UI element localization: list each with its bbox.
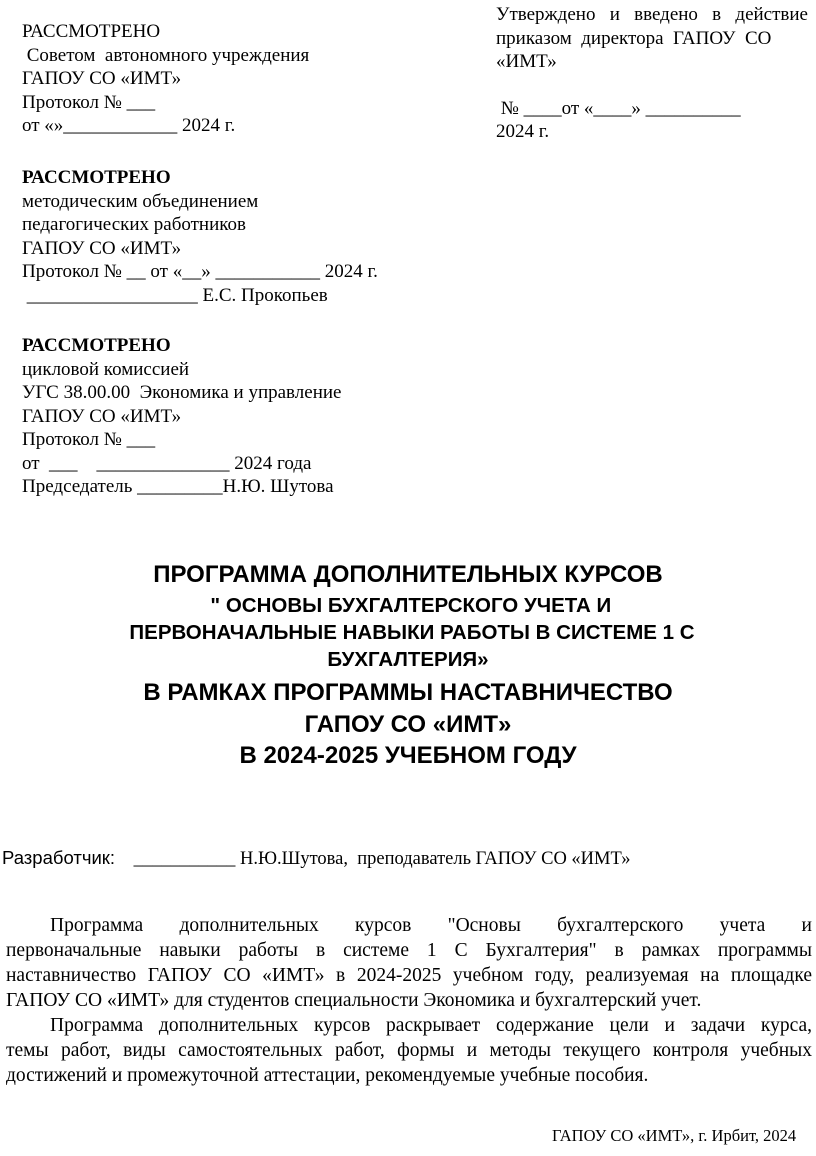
methodical-line: методическим объединением (22, 190, 259, 212)
approved-line: Утверждено и введено в действие (496, 4, 808, 25)
spacer (496, 74, 808, 97)
program-title-line-5: В РАМКАХ ПРОГРАММЫ НАСТАВНИЧЕСТВО (143, 679, 673, 706)
approved-line: «ИМТ» (496, 51, 557, 72)
paragraph-line: Программа дополнительных курсов "Основы бухгалтерского учета и (50, 915, 812, 936)
program-title-line-1: ПРОГРАММА ДОПОЛНИТЕЛЬНЫХ КУРСОВ (153, 561, 663, 588)
methodical-protocol: Протокол № __ от «__» ___________ 2024 г. (22, 261, 378, 282)
developer-label: Разработчик: (2, 847, 116, 868)
approval-council-block (22, 20, 309, 138)
cycle-protocol: Протокол № ___ (22, 429, 156, 450)
paragraph-line: наставничество ГАПОУ СО «ИМТ» в 2024-2025 учебном году, реализуемая на площадке (6, 965, 812, 986)
cycle-line: ГАПОУ СО «ИМТ» (22, 405, 182, 427)
council-line: ГАПОУ СО «ИМТ» (22, 68, 182, 89)
approval-cycle-block (22, 334, 341, 499)
council-protocol: Протокол № ___ (22, 91, 156, 113)
methodical-line: педагогических работников (22, 214, 247, 235)
methodical-heading: РАССМОТРЕНО (22, 167, 171, 188)
paragraph-line: первоначальные навыки работы в системе 1 С Бухгалтерия" в рамках программы (6, 940, 812, 961)
developer-row (2, 846, 631, 872)
cycle-chairman: Председатель _________Н.Ю. Шутова (22, 476, 334, 497)
developer-blank: ___________ (133, 849, 236, 869)
order-number: № ____от «____» __________ (496, 97, 741, 119)
developer-name: Н.Ю.Шутова, преподаватель ГАПОУ СО «ИМТ» (235, 849, 631, 869)
cycle-line: цикловой комиссией (22, 358, 190, 380)
approval-methodical-block (22, 166, 378, 307)
cycle-heading: РАССМОТРЕНО (22, 335, 171, 356)
cycle-line: УГС 38.00.00 Экономика и управление (22, 382, 342, 403)
methodical-signature: __________________ Е.С. Прокопьев (22, 284, 328, 306)
paragraph-line: достижений и промежуточной аттестации, рекомендуемые учебные пособия. (6, 1065, 649, 1086)
cycle-date: от ___ ______________ 2024 года (22, 452, 312, 474)
program-title-line-3: ПЕРВОНАЧАЛЬНЫЕ НАВЫКИ РАБОТЫ В СИСТЕМЕ 1 С (129, 621, 695, 644)
paragraph-line: Программа дополнительных курсов раскрывает содержание цели и задачи курса, (50, 1015, 812, 1036)
approval-director-block (496, 3, 808, 144)
council-line: Советом автономного учреждения (22, 44, 310, 66)
council-date: от «»____________ 2024 г. (22, 115, 236, 136)
approved-line: приказом директора ГАПОУ СО (496, 27, 772, 49)
program-title-line-4: БУХГАЛТЕРИЯ» (327, 648, 489, 671)
paragraph-line: темы работ, виды самостоятельных работ, формы и методы текущего контроля учебных (6, 1040, 812, 1061)
paragraph-line: ГАПОУ СО «ИМТ» для студентов специальности Экономика и бухгалтерский учет. (6, 990, 702, 1011)
program-title-line-7: В 2024-2025 УЧЕБНОМ ГОДУ (239, 742, 577, 769)
program-title-line-2: " ОСНОВЫ БУХГАЛТЕРСКОГО УЧЕТА И (204, 594, 612, 617)
footer-location-year: ГАПОУ СО «ИМТ», г. Ирбит, 2024 (552, 1126, 797, 1145)
program-title-line-6: ГАПОУ СО «ИМТ» (304, 711, 512, 738)
council-heading: РАССМОТРЕНО (22, 21, 161, 42)
order-year: 2024 г. (496, 121, 550, 142)
methodical-line: ГАПОУ СО «ИМТ» (22, 237, 182, 259)
